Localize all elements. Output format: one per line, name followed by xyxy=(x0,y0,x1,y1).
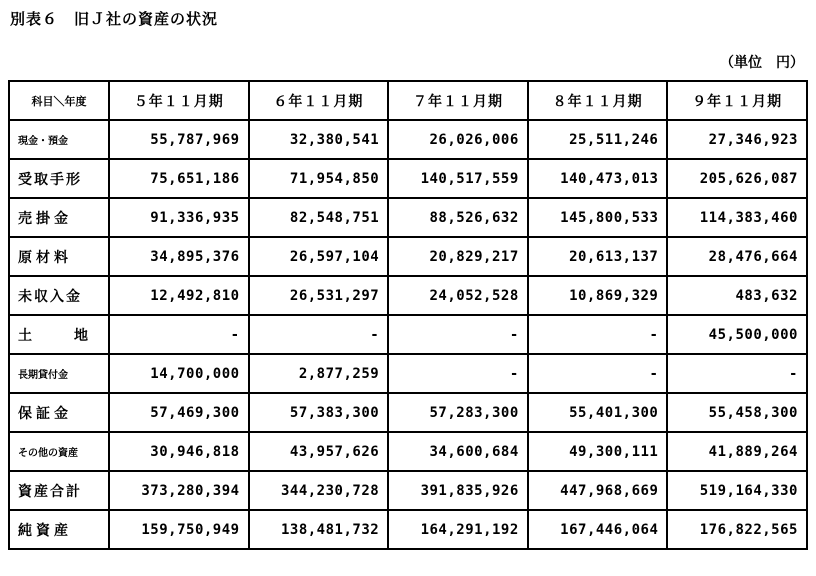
table-cell: 12,492,810 xyxy=(109,276,249,315)
table-cell: 2,877,259 xyxy=(249,354,389,393)
table-row xyxy=(9,393,807,432)
table-cell: 75,651,186 xyxy=(109,159,249,198)
table-row xyxy=(9,510,807,549)
row-label: 資産合計 xyxy=(9,471,109,510)
table-cell: - xyxy=(109,315,249,354)
table-cell: 20,829,217 xyxy=(388,237,528,276)
table-cell: 49,300,111 xyxy=(528,432,668,471)
table-cell: 176,822,565 xyxy=(667,510,807,549)
table-cell: 27,346,923 xyxy=(667,120,807,159)
row-label: 未収入金 xyxy=(9,276,109,315)
table-cell: 57,469,300 xyxy=(109,393,249,432)
table-cell: 57,283,300 xyxy=(388,393,528,432)
table-cell: 140,517,559 xyxy=(388,159,528,198)
table-cell: 159,750,949 xyxy=(109,510,249,549)
table-cell: 344,230,728 xyxy=(249,471,389,510)
column-header: ９年１１月期 xyxy=(667,81,807,120)
table-cell: 519,164,330 xyxy=(667,471,807,510)
table-cell: - xyxy=(528,354,668,393)
table-cell: 34,600,684 xyxy=(388,432,528,471)
table-row xyxy=(9,315,807,354)
row-label: 長期貸付金 xyxy=(9,354,109,393)
table-row xyxy=(9,159,807,198)
row-label: 原材料 xyxy=(9,237,109,276)
table-cell: 32,380,541 xyxy=(249,120,389,159)
row-label: 売掛金 xyxy=(9,198,109,237)
header-row xyxy=(9,81,807,120)
table-cell: 57,383,300 xyxy=(249,393,389,432)
table-cell: 205,626,087 xyxy=(667,159,807,198)
column-header: ７年１１月期 xyxy=(388,81,528,120)
unit-note: （単位 円） xyxy=(720,55,804,71)
row-label: 現金・預金 xyxy=(9,120,109,159)
table-cell: 82,548,751 xyxy=(249,198,389,237)
table-cell: 55,401,300 xyxy=(528,393,668,432)
row-label: 保証金 xyxy=(9,393,109,432)
asset-status-table xyxy=(8,80,808,550)
document-title: 別表６ 旧Ｊ社の資産の状況 xyxy=(10,10,219,28)
table-row xyxy=(9,471,807,510)
table-row xyxy=(9,237,807,276)
table-cell: 14,700,000 xyxy=(109,354,249,393)
table-cell: 30,946,818 xyxy=(109,432,249,471)
table-cell: 55,458,300 xyxy=(667,393,807,432)
table-cell: 164,291,192 xyxy=(388,510,528,549)
table-cell: 10,869,329 xyxy=(528,276,668,315)
table-cell: - xyxy=(388,354,528,393)
table-cell: 391,835,926 xyxy=(388,471,528,510)
table-cell: 483,632 xyxy=(667,276,807,315)
table-row xyxy=(9,354,807,393)
table-row xyxy=(9,432,807,471)
table-cell: 45,500,000 xyxy=(667,315,807,354)
table-cell: - xyxy=(249,315,389,354)
table-cell: - xyxy=(667,354,807,393)
table-cell: 373,280,394 xyxy=(109,471,249,510)
table-cell: 145,800,533 xyxy=(528,198,668,237)
table-cell: 34,895,376 xyxy=(109,237,249,276)
table-cell: 55,787,969 xyxy=(109,120,249,159)
table-cell: 26,026,006 xyxy=(388,120,528,159)
table-cell: 24,052,528 xyxy=(388,276,528,315)
table-cell: 25,511,246 xyxy=(528,120,668,159)
row-label: その他の資産 xyxy=(9,432,109,471)
table-row xyxy=(9,198,807,237)
table-cell: 114,383,460 xyxy=(667,198,807,237)
table-cell: 26,531,297 xyxy=(249,276,389,315)
column-header: ６年１１月期 xyxy=(249,81,389,120)
table-cell: 41,889,264 xyxy=(667,432,807,471)
column-header: ５年１１月期 xyxy=(109,81,249,120)
table-cell: 167,446,064 xyxy=(528,510,668,549)
corner-header: 科目＼年度 xyxy=(9,81,109,120)
row-label: 土地 xyxy=(9,315,109,354)
table-row xyxy=(9,120,807,159)
table-cell: 20,613,137 xyxy=(528,237,668,276)
table-cell: 447,968,669 xyxy=(528,471,668,510)
table-cell: 43,957,626 xyxy=(249,432,389,471)
table-cell: 28,476,664 xyxy=(667,237,807,276)
table-cell: 26,597,104 xyxy=(249,237,389,276)
table-cell: 140,473,013 xyxy=(528,159,668,198)
table-cell: 138,481,732 xyxy=(249,510,389,549)
table-cell: 71,954,850 xyxy=(249,159,389,198)
table-cell: - xyxy=(388,315,528,354)
row-label: 純資産 xyxy=(9,510,109,549)
table-cell: 91,336,935 xyxy=(109,198,249,237)
row-label: 受取手形 xyxy=(9,159,109,198)
table-cell: - xyxy=(528,315,668,354)
table-cell: 88,526,632 xyxy=(388,198,528,237)
column-header: ８年１１月期 xyxy=(528,81,668,120)
table-row xyxy=(9,276,807,315)
